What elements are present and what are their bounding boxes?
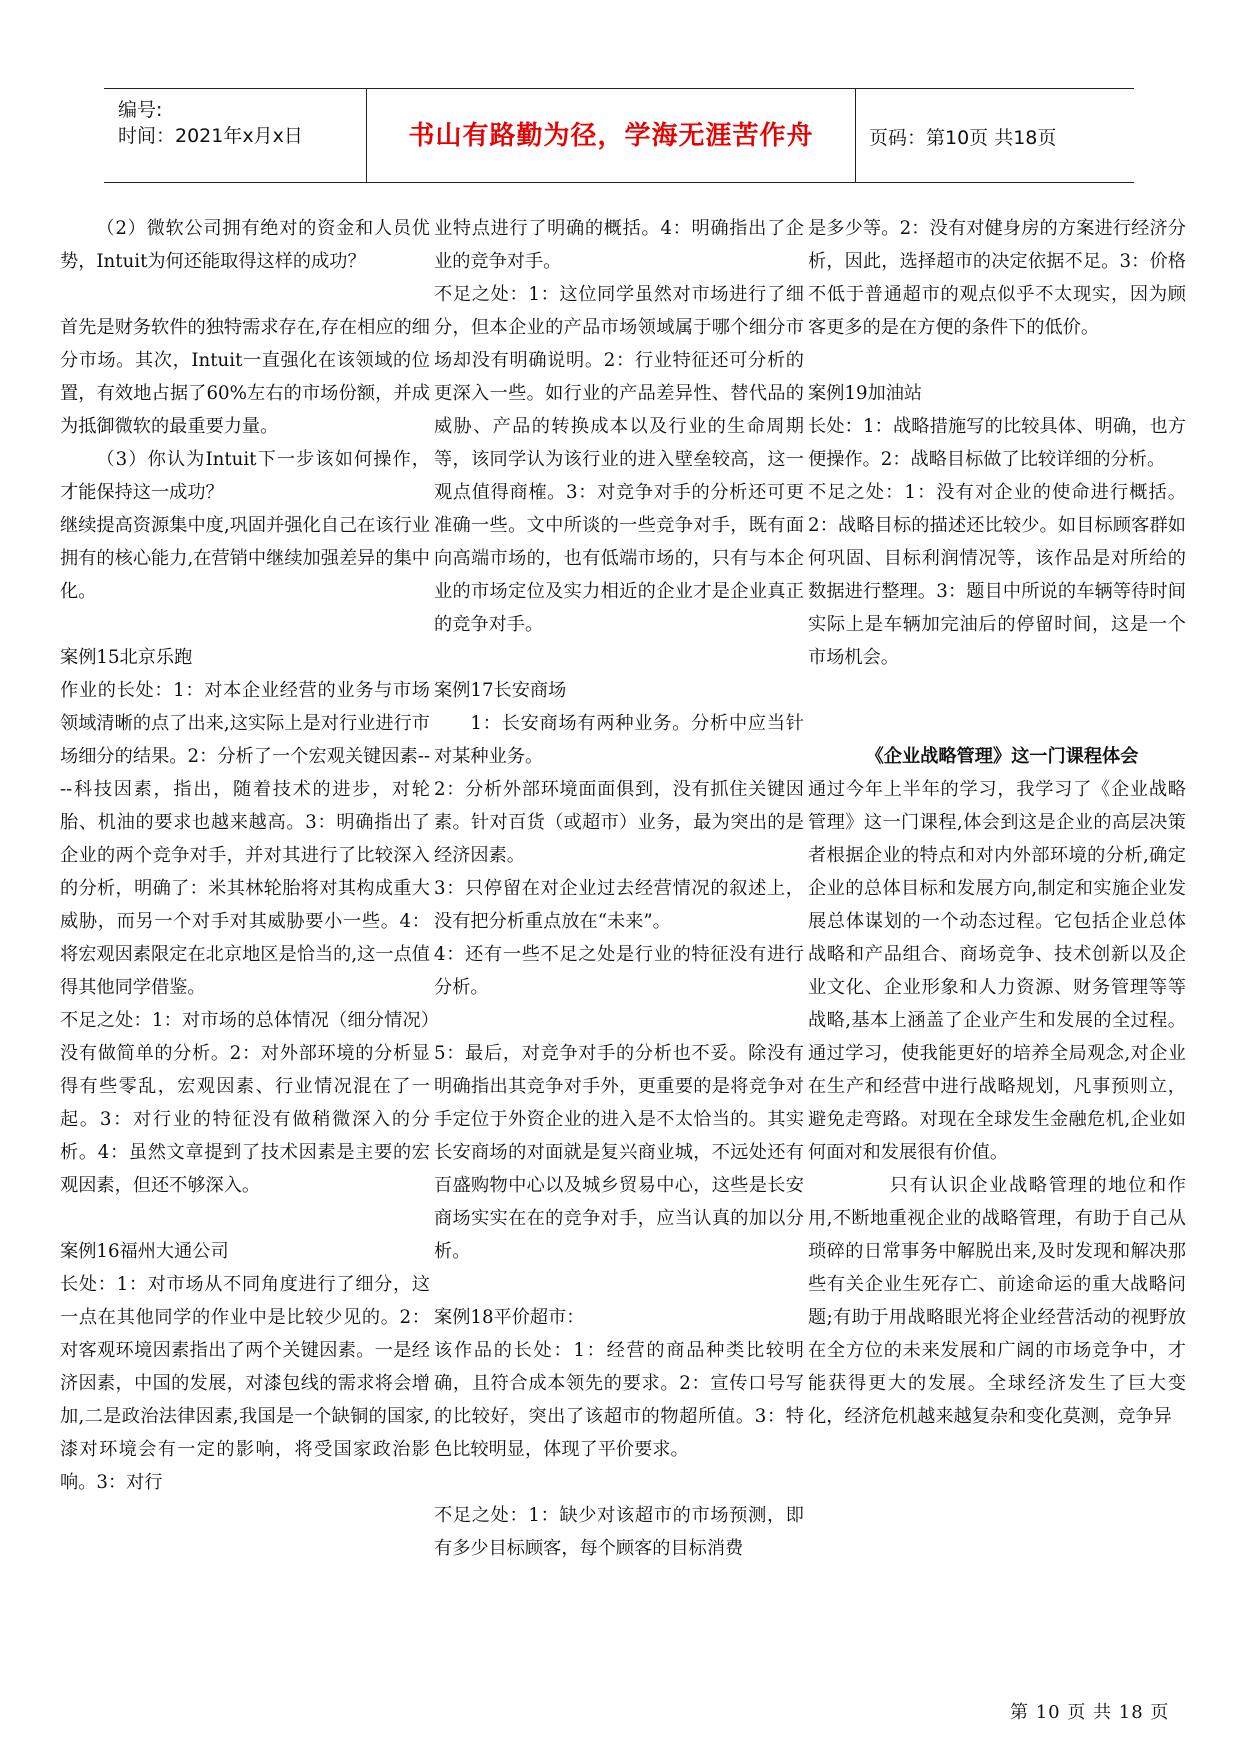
spacer (434, 641, 804, 674)
paragraph: 4：还有一些不足之处是行业的特征没有进行分析。 (434, 944, 804, 998)
paragraph: 业特点进行了明确的概括。4：明确指出了企业的竞争对手。 (434, 218, 804, 272)
text-column-1 (60, 212, 430, 1499)
spacer (808, 344, 1186, 377)
paragraph: 1：长安商场有两种业务。分析中应当针对某种业务。 (434, 713, 804, 767)
paragraph: 3：只停留在对企业过去经营情况的叙述上，没有把分析重点放在“未来”。 (434, 878, 804, 932)
paragraph: 不足之处：1：没有对企业的使命进行概括。2：战略目标的描述还比较少。如目标顾客群如何巩固、目标利润情况等，该作品是对所给的数据进行整理。3：题目中所说的车辆等待时间实际上是车辆加完油后的停留时间，这是一个市场机会。 (808, 482, 1186, 668)
paragraph: 继续提高资源集中度,巩固并强化自己在该行业拥有的核心能力,在营销中继续加强差异的集中化。 (60, 515, 430, 602)
page-header (104, 88, 1134, 183)
spacer (808, 674, 1186, 707)
page-counter: 页码：第10页 共18页 (869, 127, 1057, 149)
paragraph: 长处：1：战略措施写的比较具体、明确，也方便操作。2：战略目标做了比较详细的分析。 (808, 416, 1186, 470)
spacer (434, 1004, 804, 1037)
paragraph: 5：最后，对竞争对手的分析也不妥。除没有明确指出其竞争对手外，更重要的是将竞争对手定位于外资企业的进入是不太恰当的。其实长安商场的对面就是复兴商业城，不远处还有百盛购物中心以及城乡贸易中心，这些是长安商场实实在在的竞争对手，应当认真的加以分析。 (434, 1043, 804, 1262)
case-title: 案例16福州大通公司 (60, 1241, 229, 1262)
section-heading: 《企业战略管理》这一门课程体会 (865, 746, 1139, 767)
header-info-cell (104, 89, 366, 182)
text-column-3 (808, 212, 1186, 1433)
paragraph: 只有认识企业战略管理的地位和作用,不断地重视企业的战略管理，有助于自己从琐碎的日常事务中解脱出来,及时发现和解决那些有关企业生死存亡、前途命运的重大战略问题;有助于用战略眼光将企业经营活动的视野放在全方位的未来发展和广阔的市场竞争中，才能获得更大的发展。全球经济发生了巨大变化，经济危机越来越复杂和变化莫测，竞争异 (808, 1175, 1186, 1427)
text-column-2 (434, 212, 804, 1565)
case-title: 案例19加油站 (808, 383, 923, 404)
paragraph: 通过今年上半年的学习，我学习了《企业战略管理》这一门课程,体会到这是企业的高层决策者根据企业的特点和对内外部环境的分析,确定企业的总体目标和发展方向,制定和实施企业发展总体谋划的一个动态过程。它包括企业总体战略和产品组合、商场竞争、技术创新以及企业文化、企业形象和人力资源、财务管理等等战略,基本上涵盖了企业产生和发展的全过程。通过学习，使我能更好的培养全局观念,对企业在生产和经营中进行战略规划，凡事预则立，避免走弯路。对现在全球发生金融危机,企业如何面对和发展很有价值。 (808, 779, 1186, 1163)
case-title: 案例18平价超市： (434, 1307, 585, 1328)
paragraph: （2）微软公司拥有绝对的资金和人员优势，Intuit为何还能取得这样的成功？ (60, 218, 430, 272)
spacer (434, 1466, 804, 1499)
serial-label: 编号: (118, 99, 163, 121)
paragraph: 长处：1：对市场从不同角度进行了细分，这一点在其他同学的作业中是比较少见的。2：对客观环境因素指出了两个关键因素。一是经济因素，中国的发展，对漆包线的需求将会增加,二是政治法律因素,我国是一个缺铜的国家,漆对环境会有一定的影响，将受国家政治影响。3：对行 (60, 1274, 430, 1493)
spacer (808, 707, 1186, 740)
paragraph: 不足之处：1：这位同学虽然对市场进行了细分，但本企业的产品市场领域属于哪个细分市场却没有明确说明。2：行业特征还可分析的更深入一些。如行业的产品差异性、替代品的威胁、产品的转换成本以及行业的生命周期等，该同学认为该行业的进入壁垒较高，这一观点值得商榷。3：对竞争对手的分析还可更准确一些。文中所谈的一些竞争对手，既有面向高端市场的，也有低端市场的，只有与本企业的市场定位及实力相近的企业才是企业真正的竞争对手。 (434, 284, 804, 635)
spacer (60, 278, 430, 311)
paragraph: 是多少等。2：没有对健身房的方案进行经济分析，因此，选择超市的决定依据不足。3：价格不低于普通超市的观点似乎不太现实，因为顾客更多的是在方便的条件下的低价。 (808, 218, 1186, 338)
header-page-cell (855, 89, 1134, 182)
spacer (60, 608, 430, 641)
time-label: 时间：2021年x月x日 (118, 125, 303, 147)
paragraph: 不足之处：1：对市场的总体情况（细分情况）没有做简单的分析。2：对外部环境的分析显得有些零乱，宏观因素、行业情况混在了一起。3：对行业的特征没有做稍微深入的分析。4：虽然文章提到了技术因素是主要的宏观因素，但还不够深入。 (60, 1010, 430, 1196)
motto: 书山有路勤为径，学海无涯苦作舟 (408, 121, 814, 151)
header-motto-cell (366, 89, 856, 182)
case-title: 案例17长安商场 (434, 680, 567, 701)
paragraph: 不足之处：1：缺少对该超市的市场预测，即有多少目标顾客，每个顾客的目标消费 (434, 1505, 804, 1559)
page-footer: 第 10 页 共 18 页 (1010, 1702, 1170, 1723)
paragraph: 2：分析外部环境面面俱到，没有抓住关键因素。针对百货（或超市）业务，最为突出的是经济因素。 (434, 779, 804, 866)
paragraph: 作业的长处：1：对本企业经营的业务与市场领域清晰的点了出来,这实际上是对行业进行市场细分的结果。2：分析了一个宏观关键因素----科技因素，指出，随着技术的进步，对轮胎、机油的要求也越来越高。3：明确指出了企业的两个竞争对手，并对其进行了比较深入的分析，明确了：米其林轮胎将对其构成重大威胁，而另一个对手对其威胁要小一些。4：将宏观因素限定在北京地区是恰当的,这一点值得其他同学借鉴。 (60, 680, 430, 998)
spacer (60, 1202, 430, 1235)
paragraph: 该作品的长处：1：经营的商品种类比较明确，且符合成本领先的要求。2：宣传口号写的比较好，突出了该超市的物超所值。3：特色比较明显，体现了平价要求。 (434, 1340, 804, 1460)
paragraph: 首先是财务软件的独特需求存在,存在相应的细分市场。其次，Intuit一直强化在该领域的位置，有效地占据了60%左右的市场份额，并成为抵御微软的最重要力量。 (60, 317, 430, 437)
paragraph: （3）你认为Intuit下一步该如何操作，才能保持这一成功？ (60, 449, 430, 503)
case-title: 案例15北京乐跑 (60, 647, 193, 668)
spacer (434, 1268, 804, 1301)
